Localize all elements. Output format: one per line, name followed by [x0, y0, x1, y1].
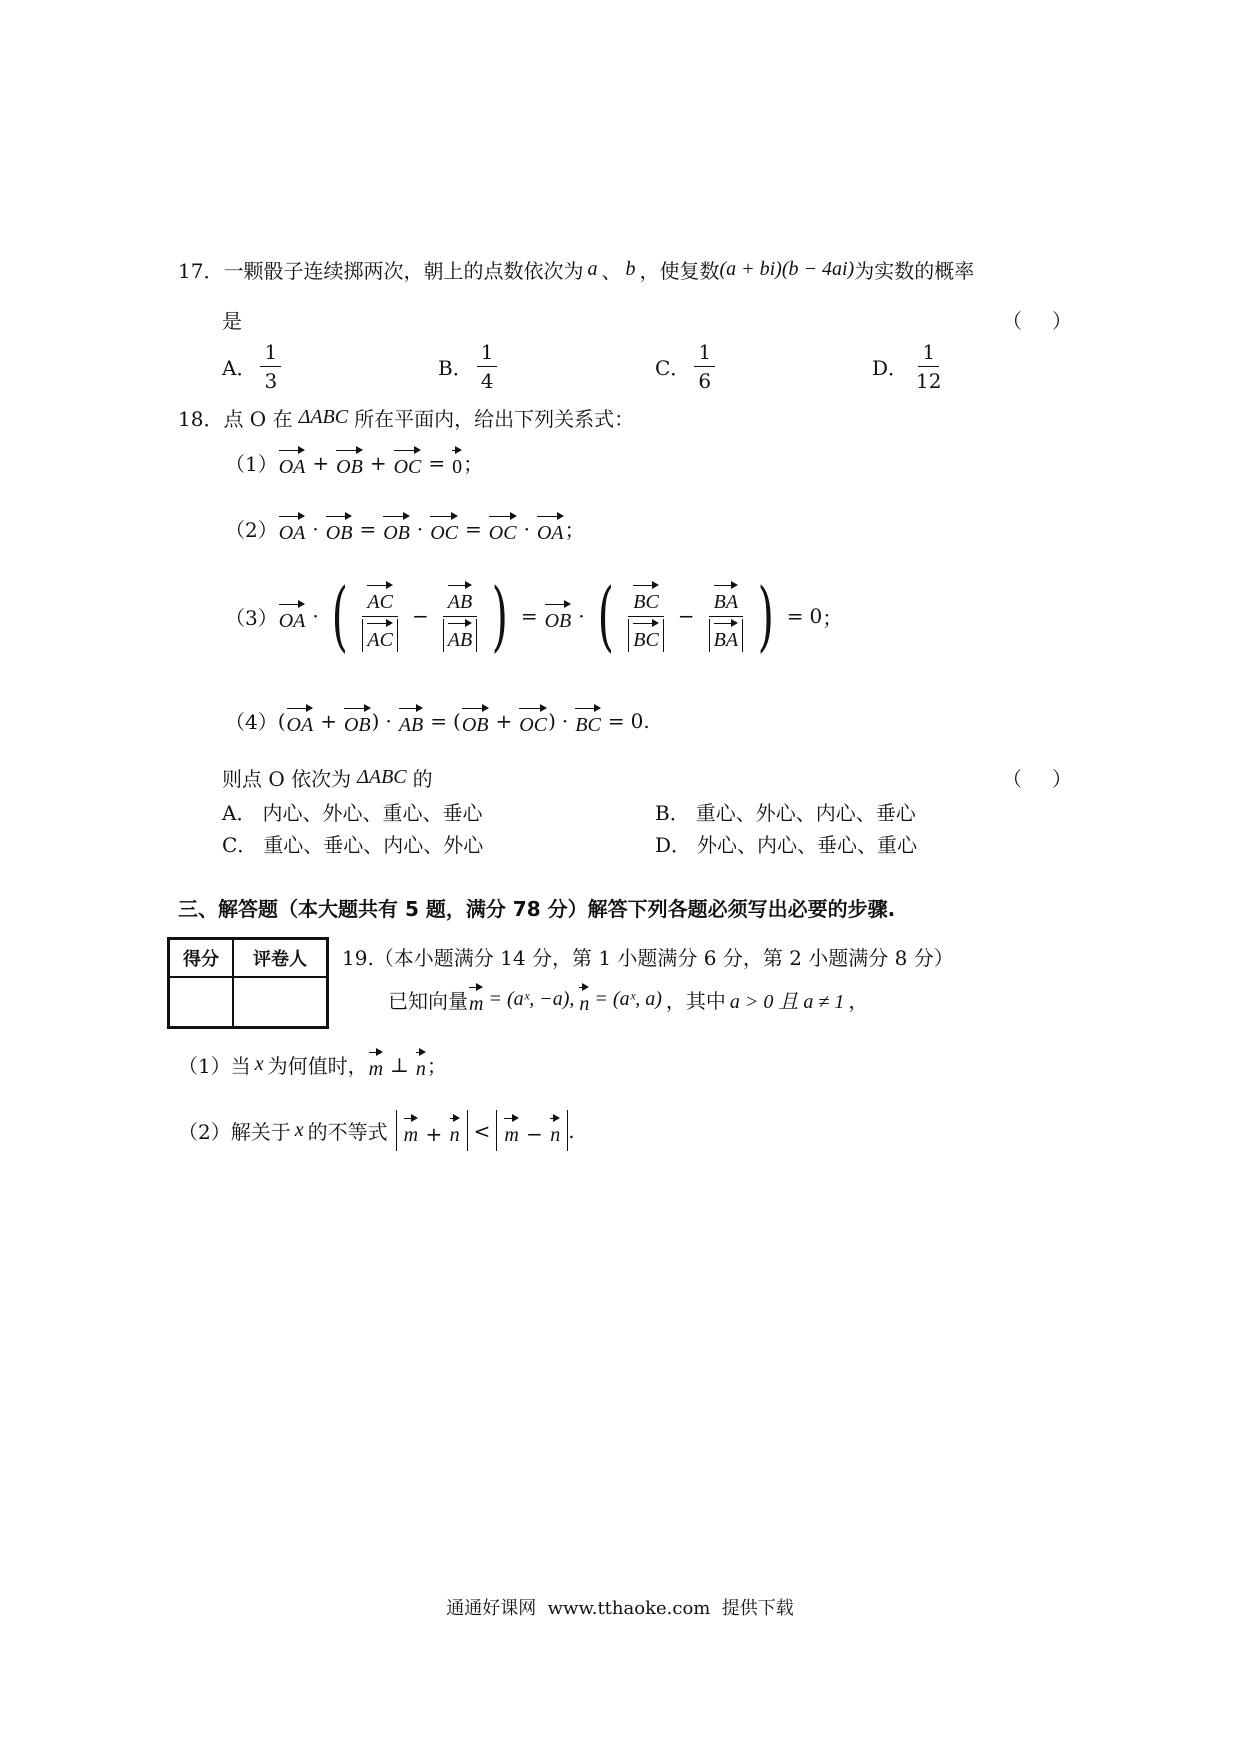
vector-ob: OB: [344, 704, 371, 737]
vector-m: m: [369, 1048, 383, 1081]
vector-bc: BC: [575, 704, 601, 737]
vector-n: n: [579, 983, 589, 1016]
denominator: 3: [264, 369, 278, 393]
zero-vector: 0: [452, 446, 462, 479]
vector-ob: OB: [462, 704, 489, 737]
q19-p2-end: .: [568, 1118, 575, 1143]
q18-triangle: ΔABC: [357, 766, 407, 788]
semicolon: ；: [564, 518, 585, 542]
q18-condition-2: [225, 512, 585, 545]
q17-text3: 为实数的概率: [854, 259, 975, 283]
q17-var-b: b: [625, 258, 636, 280]
vector-bc: BC: [633, 581, 659, 614]
vector-ba: BA: [714, 619, 738, 652]
section3-heading: [178, 893, 895, 922]
q17-option-c: [655, 340, 719, 393]
n-value: = (aˣ, a): [594, 988, 662, 1010]
score-cell[interactable]: [169, 977, 234, 1028]
vector-oa: OA: [279, 600, 306, 633]
option-label: B．: [438, 356, 473, 380]
right-paren: ): [371, 708, 380, 733]
option-text: 外心、内心、垂心、重心: [697, 833, 918, 857]
option-label: A．: [222, 356, 257, 380]
left-paren: (: [277, 708, 286, 733]
vector-ob: OB: [326, 512, 353, 545]
vector-ob: OB: [383, 512, 410, 545]
q18-option-a: [222, 797, 482, 826]
q18-intro: [178, 403, 634, 432]
minus-sign: −: [411, 604, 429, 628]
q19-given-pre: 已知向量: [388, 989, 468, 1013]
grader-header: 评卷人: [233, 939, 328, 978]
q17-answer-bracket: [1002, 305, 1072, 334]
fraction: [260, 340, 281, 393]
option-text: 内心、外心、重心、垂心: [262, 801, 483, 825]
dot-sign: ·: [416, 516, 424, 541]
minus-sign: −: [677, 604, 695, 628]
q19-p2-mid: 的不等式: [307, 1120, 388, 1144]
vector-m: m: [404, 1114, 418, 1147]
zero: 0: [809, 604, 823, 628]
equals-sign: =: [428, 450, 446, 475]
vector-ab: AB: [399, 704, 423, 737]
left-paren: (: [597, 571, 614, 660]
numerator: 1: [260, 340, 281, 367]
q18-conclusion: [222, 763, 433, 792]
abs-ba: [709, 619, 743, 652]
q19-p1-end: ；: [426, 1054, 447, 1078]
unit-vector-ac: [358, 581, 402, 652]
vector-ob: OB: [545, 600, 572, 633]
vector-ac: AC: [367, 619, 393, 652]
q17-text4: 是: [222, 309, 242, 333]
less-than-sign: <: [473, 1118, 491, 1143]
vector-n: n: [550, 1114, 560, 1147]
denominator: 12: [916, 369, 942, 393]
q18-conclusion-pre: 则点 O 依次为: [222, 767, 352, 791]
condition-label: （2）: [225, 518, 278, 542]
q17-text2: ，使复数: [639, 259, 720, 283]
unit-vector-ab: [439, 581, 481, 652]
q19-p2-label: （2）解关于: [178, 1120, 291, 1144]
perpendicular-sign: ⊥: [390, 1052, 409, 1077]
q17-bracket-close: ）: [1052, 309, 1072, 333]
q18-answer-bracket: [1002, 763, 1072, 792]
vector-oa: OA: [279, 512, 306, 545]
vector-ab: AB: [448, 581, 472, 614]
condition-label: （3）: [225, 605, 278, 630]
left-paren: (: [453, 708, 461, 733]
q17-line1: [178, 255, 974, 284]
q18-intro-pre: 点 O 在: [223, 407, 293, 431]
score-box: [167, 937, 329, 1029]
grader-cell[interactable]: [233, 977, 328, 1028]
q19-part2: [178, 1110, 575, 1151]
vector-oa: OA: [279, 446, 306, 479]
dot-sign: ·: [523, 516, 530, 541]
q19-part1: [178, 1048, 447, 1081]
q18-triangle: ΔABC: [298, 406, 349, 428]
abs-m-minus-n: [496, 1110, 568, 1151]
comma: ，: [848, 989, 869, 1013]
var-x: x: [254, 1053, 264, 1075]
numerator: 1: [477, 340, 498, 367]
minus-sign: −: [526, 1122, 543, 1146]
q17-option-a: [222, 340, 285, 393]
vector-bc: BC: [633, 619, 659, 652]
unit-vector-ba: [705, 581, 747, 652]
option-label: D．: [872, 356, 909, 380]
q17-number: 17．: [178, 259, 224, 283]
q17-sep: 、: [601, 259, 622, 283]
q17-bracket-open: （: [1002, 309, 1022, 333]
vector-n: n: [450, 1114, 460, 1147]
denominator: 6: [698, 369, 712, 393]
dot-sign: ·: [312, 604, 319, 628]
period: .: [643, 708, 650, 733]
fraction: [477, 340, 498, 393]
semicolon: ；: [463, 452, 484, 476]
equals-sign: =: [465, 516, 482, 541]
right-paren: ): [548, 708, 556, 733]
q18-bracket-close: ）: [1052, 767, 1072, 791]
zero: 0: [630, 708, 644, 733]
q17-text1: 一颗骰子连续掷两次，朝上的点数依次为: [223, 259, 584, 283]
q19-p1-label: （1）当: [178, 1054, 251, 1078]
equals-sign: =: [430, 708, 448, 733]
unit-vector-bc: [624, 581, 668, 652]
q17-expr: (a + bi)(b − 4ai): [719, 258, 855, 280]
numerator: 1: [694, 340, 715, 367]
abs-m-plus-n: [396, 1110, 468, 1151]
vector-n: n: [416, 1048, 426, 1081]
footer-text: 通通好课网 www.tthaoke.com 提供下载: [446, 1598, 794, 1619]
vector-m: m: [469, 983, 483, 1016]
abs-ac: [362, 619, 398, 652]
left-paren: (: [331, 571, 348, 660]
q17-line2: [222, 305, 242, 334]
fraction: [694, 340, 715, 393]
section3-heading-text: 三、解答题（本大题共有 5 题，满分 78 分）解答下列各题必须写出必要的步骤.: [178, 897, 896, 921]
dot-sign: ·: [561, 708, 569, 733]
vector-ab: AB: [448, 619, 472, 652]
condition-label: （4）: [225, 710, 278, 734]
var-x: x: [294, 1119, 304, 1141]
option-text: 重心、垂心、内心、外心: [263, 833, 484, 857]
q19-given: [388, 983, 868, 1016]
vector-oc: OC: [519, 704, 547, 737]
q18-conclusion-post: 的: [412, 767, 433, 791]
abs-bc: [628, 619, 664, 652]
right-paren: ): [491, 571, 509, 660]
score-header: 得分: [169, 939, 234, 978]
q18-number: 18．: [178, 407, 224, 431]
plus-sign: +: [312, 450, 330, 475]
vector-oa: OA: [287, 704, 314, 737]
q18-option-b: [655, 797, 916, 826]
right-paren: ): [757, 571, 775, 660]
vector-ba: BA: [714, 581, 738, 614]
vector-ob: OB: [336, 446, 363, 479]
q17-option-d: [872, 340, 950, 393]
equals-sign: =: [607, 708, 625, 733]
q17-option-b: [438, 340, 501, 393]
plus-sign: +: [495, 708, 513, 733]
abs-ab: [443, 619, 477, 652]
vector-oc: OC: [430, 512, 458, 545]
dot-sign: ·: [385, 708, 392, 733]
semicolon: ；: [822, 605, 843, 630]
equals-sign: =: [359, 516, 377, 541]
vector-ac: AC: [367, 581, 393, 614]
q18-option-c: [222, 829, 483, 858]
option-label: C．: [222, 833, 258, 857]
q18-condition-3: [225, 571, 843, 660]
condition-label: （1）: [225, 452, 278, 476]
plus-sign: +: [425, 1122, 443, 1146]
q18-condition-4: [225, 704, 650, 737]
numerator: 1: [918, 340, 939, 367]
option-label: B．: [655, 801, 690, 825]
page-footer: [0, 1594, 1240, 1620]
denominator: 4: [480, 369, 494, 393]
plus-sign: +: [320, 708, 337, 733]
dot-sign: ·: [312, 516, 319, 541]
option-label: D．: [655, 833, 692, 857]
fraction: [912, 340, 945, 393]
m-value: = (aˣ, −a),: [488, 988, 575, 1010]
dot-sign: ·: [578, 604, 585, 628]
q17-var-a: a: [587, 258, 598, 280]
q18-option-d: [655, 829, 917, 858]
q19-given-post: ，其中: [665, 989, 726, 1013]
q18-intro-post: 所在平面内，给出下列关系式：: [354, 407, 635, 431]
plus-sign: +: [369, 450, 387, 475]
vector-m: m: [504, 1114, 518, 1147]
option-label: C．: [655, 356, 691, 380]
q18-condition-1: [225, 446, 483, 479]
equals-sign: =: [786, 604, 804, 628]
q19-p1-mid: 为何值时，: [267, 1054, 368, 1078]
vector-oc: OC: [394, 446, 422, 479]
vector-oc: OC: [489, 512, 517, 545]
option-label: A．: [222, 801, 257, 825]
q18-bracket-open: （: [1002, 767, 1022, 791]
q19-header: [342, 942, 954, 971]
option-text: 重心、外心、内心、垂心: [695, 801, 916, 825]
q19-header-text: 19.（本小题满分 14 分，第 1 小题满分 6 分，第 2 小题满分 8 分）: [342, 946, 954, 970]
q19-condition: a > 0 且 a ≠ 1: [729, 991, 845, 1013]
equals-sign: =: [520, 604, 538, 628]
vector-oa: OA: [537, 512, 564, 545]
